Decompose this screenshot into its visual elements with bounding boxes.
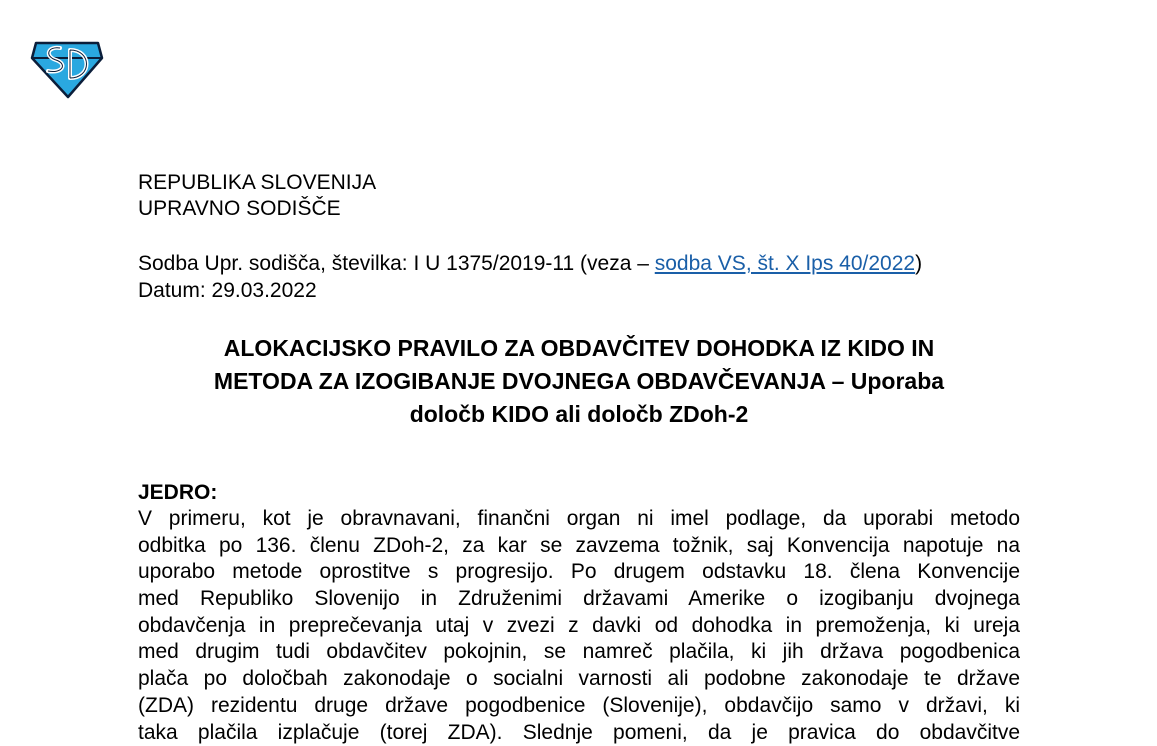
paragraph-line: plača po določbah zakonodaje o socialni varnosti ali podobne zakonodaje te države — [138, 666, 1020, 693]
court-name-line2: UPRAVNO SODIŠČE — [138, 196, 341, 222]
paragraph-line: V primeru, kot je obravnavani, finančni organ ni imel podlage, da uporabi metodo — [138, 506, 1020, 533]
paragraph-line: med drugim tudi obdavčitev pokojnin, se namreč plačila, ki jih država pogodbenica — [138, 639, 1020, 666]
case-reference — [138, 251, 922, 277]
paragraph-line: med Republiko Slovenijo in Združenimi državami Amerike o izogibanju dvojnega — [138, 586, 1020, 613]
paragraph-line: taka plačila izplačuje (torej ZDA). Slednje pomeni, da je pravica do obdavčitve — [138, 720, 1020, 746]
paragraph-line: uporabo metode oprostitve s progresijo. Po drugem odstavku 18. člena Konvencije — [138, 559, 1020, 586]
document-title — [138, 332, 1020, 431]
title-line: ALOKACIJSKO PRAVILO ZA OBDAVČITEV DOHODKA IZ KIDO IN — [138, 332, 1020, 365]
supreme-court-ruling-link[interactable]: sodba VS, št. X Ips 40/2022 — [655, 252, 915, 275]
paragraph-line: odbitka po 136. členu ZDoh-2, za kar se zavzema tožnik, saj Konvencija napotuje na — [138, 533, 1020, 560]
court-name-line1: REPUBLIKA SLOVENIJA — [138, 170, 376, 196]
case-reference-suffix: ) — [915, 252, 922, 275]
case-reference-prefix: Sodba Upr. sodišča, številka: I U 1375/2019-11 (veza – — [138, 252, 655, 275]
title-line: določb KIDO ali določb ZDoh-2 — [138, 398, 1020, 431]
court-logo — [30, 40, 104, 100]
section-heading-jedro: JEDRO: — [138, 480, 217, 506]
paragraph-line: obdavčenja in preprečevanja utaj v zvezi z davki od dohodka in premoženja, ki ureja — [138, 613, 1020, 640]
decision-date: Datum: 29.03.2022 — [138, 278, 317, 304]
title-line: METODA ZA IZOGIBANJE DVOJNEGA OBDAVČEVANJA – Uporaba — [138, 365, 1020, 398]
summary-paragraph — [138, 506, 1020, 746]
paragraph-line: (ZDA) rezidentu druge države pogodbenice (Slovenije), obdavčijo samo v državi, ki — [138, 693, 1020, 720]
